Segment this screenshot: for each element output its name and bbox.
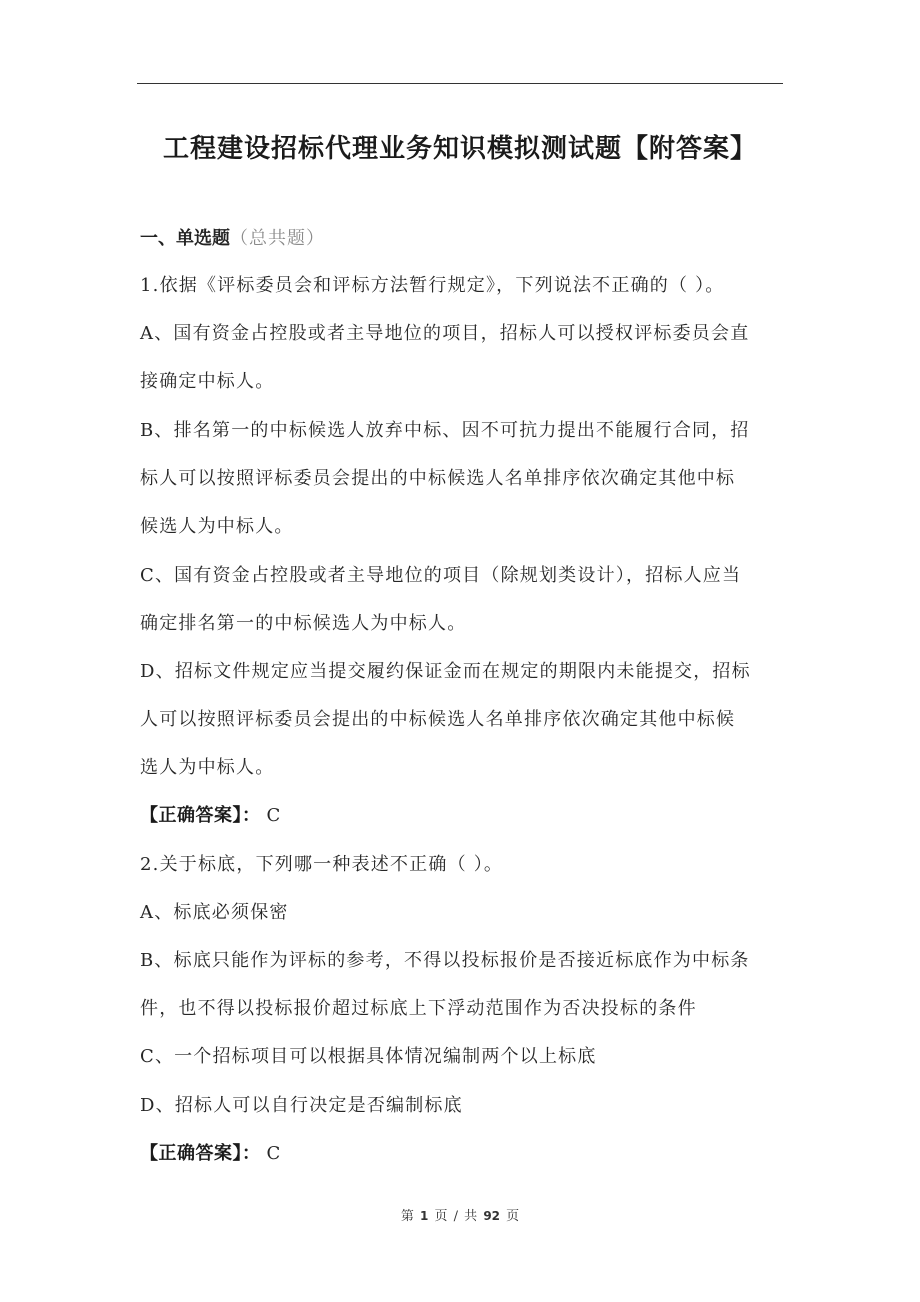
footer-separator: /: [453, 1209, 459, 1224]
question-2-option-b-line-1: B、标底只能作为评标的参考，不得以投标报价是否接近标底作为中标条: [140, 950, 750, 971]
question-2-answer: [140, 1141, 281, 1167]
question-1-option-d-line-3: 选人为中标人。: [140, 757, 275, 778]
question-2-option-b-line-2: 件，也不得以投标报价超过标底上下浮动范围作为否决投标的条件: [140, 998, 697, 1019]
section-label: 一、单选题: [140, 228, 230, 249]
footer-total-prefix: 共: [464, 1209, 478, 1224]
document-title: 工程建设招标代理业务知识模拟测试题【附答案】: [162, 134, 757, 164]
question-1-option-b-line-1: B、排名第一的中标候选人放弃中标、因不可抗力提出不能履行合同，招: [140, 420, 750, 441]
question-1-option-b-line-3: 候选人为中标人。: [140, 516, 294, 537]
answer-value: C: [266, 1143, 282, 1164]
question-2-option-a: A、标底必须保密: [140, 902, 289, 923]
section-heading: [140, 226, 325, 252]
answer-label: 【正确答案】：: [140, 1143, 261, 1164]
question-1-option-d-line-2: 人可以按照评标委员会提出的中标候选人名单排序依次确定其他中标候: [140, 709, 736, 730]
footer-page-unit: 页: [434, 1209, 448, 1224]
question-2-option-c: C、一个招标项目可以根据具体情况编制两个以上标底: [140, 1046, 597, 1067]
question-1-answer: [140, 803, 281, 829]
page-footer: [0, 1205, 920, 1224]
answer-label: 【正确答案】：: [140, 805, 261, 826]
total-pages: 92: [483, 1209, 501, 1223]
question-1-option-b-line-2: 标人可以按照评标委员会提出的中标候选人名单排序依次确定其他中标: [140, 468, 736, 489]
section-note: （总共题）: [230, 228, 325, 249]
question-2-stem: 2.关于标底，下列哪一种表述不正确（ ）。: [140, 854, 504, 875]
answer-value: C: [266, 805, 282, 826]
question-1-stem: 1.依据《评标委员会和评标方法暂行规定》，下列说法不正确的（ ）。: [140, 275, 725, 296]
footer-total-unit: 页: [506, 1209, 520, 1224]
page-number: 1: [419, 1209, 429, 1223]
question-2-option-d: D、招标人可以自行决定是否编制标底: [140, 1095, 463, 1116]
question-1-option-a-line-2: 接确定中标人。: [140, 371, 275, 392]
question-1-option-c-line-1: C、国有资金占控股或者主导地位的项目（除规划类设计），招标人应当: [140, 565, 742, 586]
question-1-option-a-line-1: A、国有资金占控股或者主导地位的项目，招标人可以授权评标委员会直: [140, 323, 750, 344]
question-1-option-d-line-1: D、招标文件规定应当提交履约保证金而在规定的期限内未能提交，招标: [140, 661, 751, 682]
question-1-option-c-line-2: 确定排名第一的中标候选人为中标人。: [140, 613, 467, 634]
footer-prefix: 第: [400, 1209, 414, 1224]
header-rule: [137, 83, 783, 84]
